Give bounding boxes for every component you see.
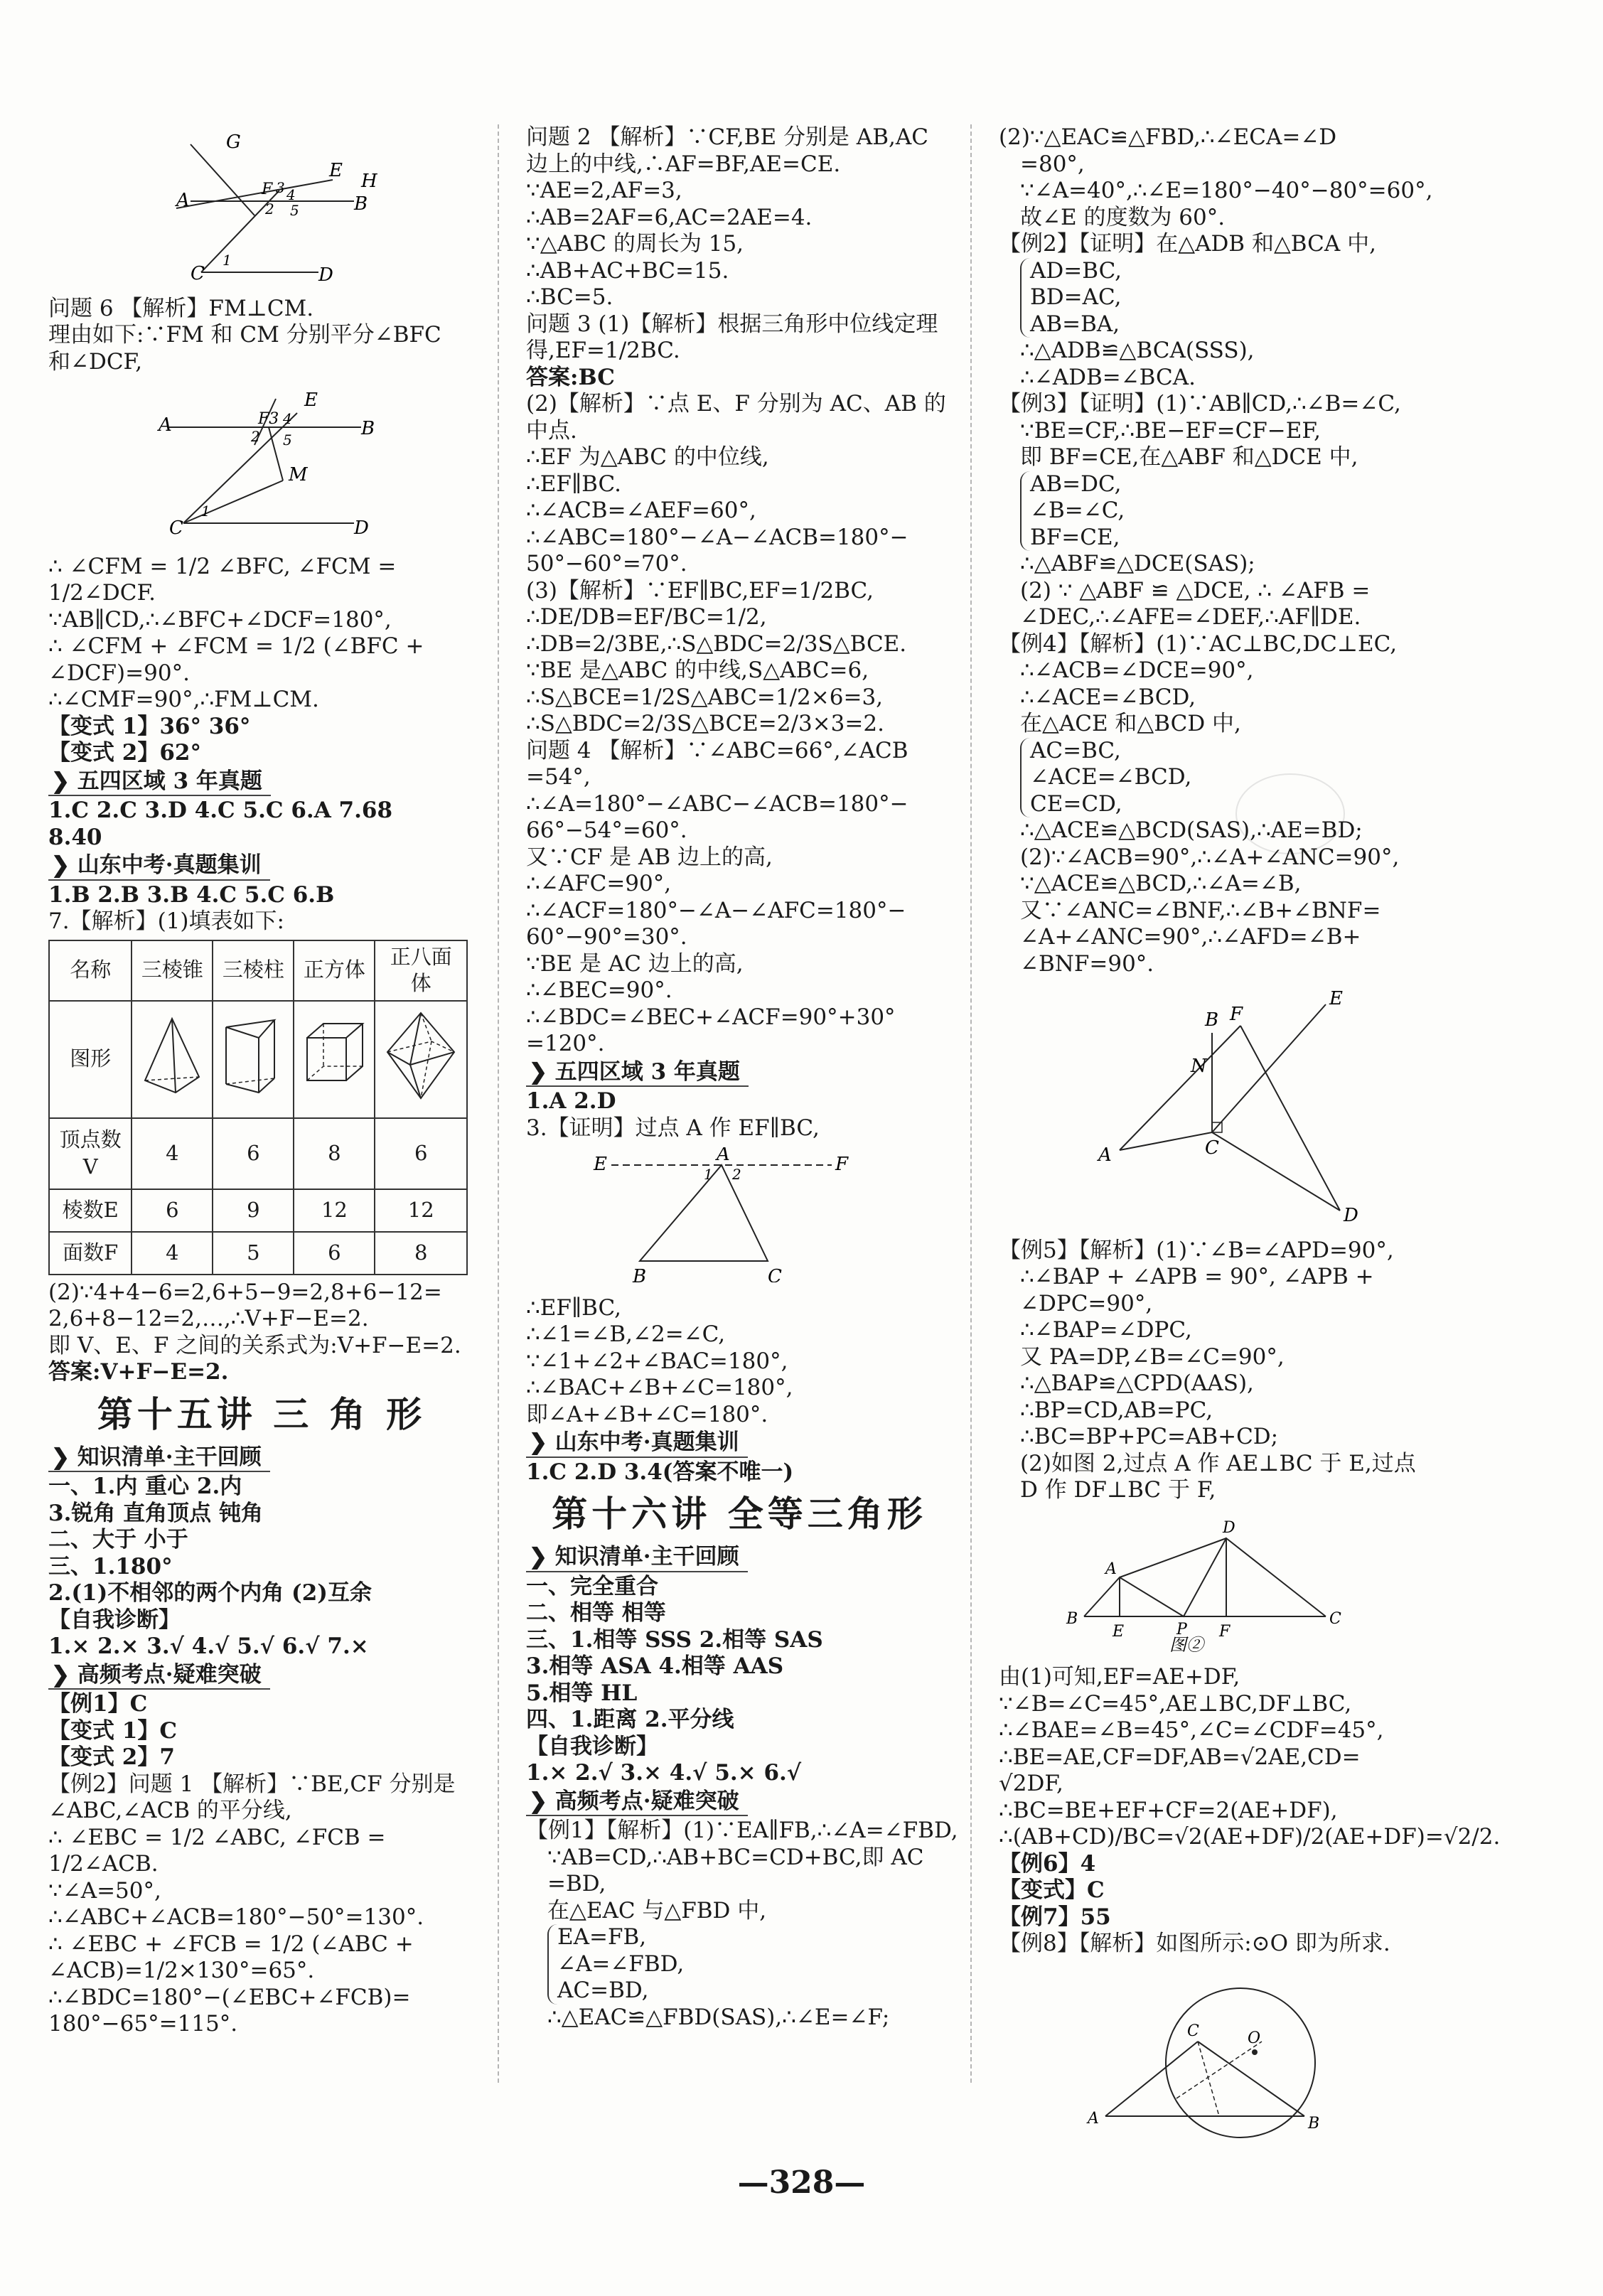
text-line: (2)∵∠ACB=90°,∴∠A+∠ANC=90°, xyxy=(1020,844,1400,870)
text-line: ∠DPC=90°, xyxy=(1020,1290,1153,1316)
text-line: 【变式 1】C xyxy=(48,1717,178,1744)
text-line: 【变式】C xyxy=(999,1877,1105,1903)
text-line: ∴∠CMF=90°,∴FM⊥CM. xyxy=(48,687,319,712)
table-cell: 12 xyxy=(294,1189,375,1232)
svg-text:2: 2 xyxy=(265,200,274,218)
svg-text:F: F xyxy=(835,1154,849,1175)
text-line: 【例1】C xyxy=(48,1691,148,1717)
lecture-title: 第十六讲 全等三角形 xyxy=(552,1493,927,1535)
svg-text:B: B xyxy=(354,193,368,215)
svg-text:G: G xyxy=(226,132,241,153)
svg-text:4: 4 xyxy=(283,410,292,427)
text-line: ∴∠BAC+∠B+∠C=180°, xyxy=(526,1375,793,1400)
svg-text:E: E xyxy=(304,390,318,411)
text-line: ∴∠BAP + ∠APB = 90°, ∠APB + xyxy=(1020,1264,1374,1289)
text-line: ∴△ABF≌△DCE(SAS); xyxy=(1020,551,1255,576)
text-line: 180°−65°=115°. xyxy=(48,2011,238,2037)
text-line: 【例5】【解析】(1)∵∠B=∠APD=90°, xyxy=(999,1237,1394,1263)
text-line: 1/2∠ACB. xyxy=(48,1851,159,1877)
text-line: ∵∠1+∠2+∠BAC=180°, xyxy=(526,1348,788,1374)
answer-line: 1.C 2.D 3.4(答案不唯一) xyxy=(526,1459,794,1485)
table-cell: 12 xyxy=(375,1189,467,1232)
text-line: 问题 2 【解析】∵CF,BE 分别是 AB,AC xyxy=(526,124,928,150)
text-line: ∴ ∠CFM + ∠FCM = 1/2 (∠BFC + xyxy=(48,633,424,659)
svg-text:1: 1 xyxy=(201,503,210,520)
text-line: ∴∠1=∠B,∠2=∠C, xyxy=(526,1321,726,1347)
text-line: ∠B=∠C, xyxy=(1030,498,1125,523)
column-3 xyxy=(999,124,1501,2153)
text-line: ∴DE/DB=EF/BC=1/2, xyxy=(526,604,767,630)
svg-text:B: B xyxy=(633,1266,647,1282)
text-line: ∴ ∠EBC = 1/2 ∠ABC, ∠FCB = xyxy=(48,1824,386,1850)
text-line: 问题 4 【解析】∵∠ABC=66°,∠ACB xyxy=(526,737,908,763)
text-line: ∠DEC,∴∠AFE=∠DEF,∴AF∥DE. xyxy=(1020,604,1361,630)
text-line: 【例2】【证明】在△ADB 和△BCA 中, xyxy=(999,231,1376,257)
text-line: D 作 DF⊥BC 于 F, xyxy=(1020,1477,1216,1503)
svg-text:E: E xyxy=(1113,1622,1125,1641)
column-1 xyxy=(48,124,475,2038)
text-line: ∵△ACE≌△BCD,∴∠A=∠B, xyxy=(1020,871,1302,896)
text-line: 60°−90°=30°. xyxy=(526,924,687,950)
table-cell: 面数F xyxy=(49,1232,132,1275)
text-line: 2,6+8−12=2,…,∴V+F−E=2. xyxy=(48,1306,369,1331)
svg-text:F: F xyxy=(1219,1622,1231,1641)
svg-text:E: E xyxy=(594,1154,607,1175)
text-line: ∴∠ACB=∠DCE=90°, xyxy=(1020,658,1254,683)
table-header: 名称 xyxy=(49,940,132,1001)
svg-text:A: A xyxy=(1098,1144,1112,1166)
text-line: ∴EF∥BC. xyxy=(526,471,622,497)
svg-text:2: 2 xyxy=(251,428,260,445)
text-line: ∴∠AFC=90°, xyxy=(526,871,672,896)
svg-text:C: C xyxy=(768,1266,782,1282)
table-cell: 图形 xyxy=(49,1001,132,1118)
text-line: ∴△BAP≌△CPD(AAS), xyxy=(1020,1370,1254,1396)
svg-text:1: 1 xyxy=(223,252,232,269)
text-line: ∴AB=2AF=6,AC=2AE=4. xyxy=(526,204,813,230)
text-line: 【例4】【解析】(1)∵AC⊥BC,DC⊥EC, xyxy=(999,631,1398,657)
text-line: 一、1.内 重心 2.内 xyxy=(48,1474,242,1499)
text-line: 1.× 2.× 3.√ 4.√ 5.√ 6.√ 7.× xyxy=(48,1634,369,1659)
text-line: 由(1)可知,EF=AE+DF, xyxy=(999,1664,1240,1690)
text-line: 答案:BC xyxy=(526,364,615,390)
text-line: 66°−54°=60°. xyxy=(526,817,687,843)
text-line: 又 PA=DP,∠B=∠C=90°, xyxy=(1020,1343,1285,1370)
text-line: ∵AE=2,AF=3, xyxy=(526,178,682,203)
text-line: 理由如下:∵FM 和 CM 分别平分∠BFC xyxy=(48,322,441,348)
text-line: 四、1.距离 2.平分线 xyxy=(526,1707,734,1732)
text-line: 3.锐角 直角顶点 钝角 xyxy=(48,1500,263,1526)
section-header: ❯ 知识清单·主干回顾 xyxy=(48,1444,270,1473)
text-line: AC=BC, xyxy=(1030,737,1121,763)
svg-text:N: N xyxy=(1191,1056,1207,1077)
text-line: AB=DC, xyxy=(1030,471,1122,497)
svg-text:3: 3 xyxy=(276,179,285,196)
section-header: ❯ 知识清单·主干回顾 xyxy=(526,1544,748,1572)
shape-octahedron xyxy=(375,1001,467,1118)
text-line: =54°, xyxy=(526,764,591,790)
text-line: 故∠E 的度数为 60°. xyxy=(1020,204,1226,230)
text-line: 1.× 2.√ 3.× 4.√ 5.× 6.√ xyxy=(526,1760,802,1786)
section-header: ❯ 高频考点·疑难突破 xyxy=(526,1788,748,1817)
svg-text:B: B xyxy=(1308,2114,1320,2133)
text-line: (2)如图 2,过点 A 作 AE⊥BC 于 E,过点 xyxy=(1020,1450,1416,1476)
text-line: 又∵CF 是 AB 边上的高, xyxy=(526,844,773,870)
svg-text:F: F xyxy=(262,181,273,198)
svg-text:4: 4 xyxy=(286,186,296,203)
text-line: 在△EAC 与△FBD 中, xyxy=(547,1897,767,1924)
section-header: ❯ 五四区域 3 年真题 xyxy=(48,768,271,797)
figure-2 xyxy=(999,1510,1397,1652)
table-cell: 8 xyxy=(375,1232,467,1275)
text-line: 又∵∠ANC=∠BNF,∴∠B+∠BNF= xyxy=(1020,897,1381,923)
text-line: CE=CD, xyxy=(1030,790,1122,817)
text-line: ∴BE=AE,CF=DF,AB=√2AE,CD= xyxy=(999,1744,1361,1770)
text-line: ∠ACE=∠BCD, xyxy=(1030,764,1192,790)
section-header: ❯ 山东中考·真题集训 xyxy=(526,1429,748,1458)
text-line: ∠ABC,∠ACB 的平分线, xyxy=(48,1798,292,1823)
column-divider xyxy=(498,124,499,2083)
text-line: ∴∠BDC=180°−(∠EBC+∠FCB)= xyxy=(48,1984,411,2010)
page-number: —328— xyxy=(737,2164,866,2201)
text-line: 即 V、E、F 之间的关系式为:V+F−E=2. xyxy=(48,1332,461,1358)
text-line: AC=BD, xyxy=(557,1978,649,2003)
text-line: 50°−60°=70°. xyxy=(526,551,687,576)
table-cell: 4 xyxy=(132,1118,213,1189)
text-line: √2DF, xyxy=(999,1771,1063,1796)
text-line: 【变式 2】7 xyxy=(48,1744,175,1770)
text-line: 边上的中线,∴AF=BF,AE=CE. xyxy=(526,151,841,177)
text-line: 5.相等 HL xyxy=(526,1680,638,1706)
text-line: ∵∠A=40°,∴∠E=180°−40°−80°=60°, xyxy=(1020,178,1433,203)
text-line: 【变式 2】62° xyxy=(48,740,202,766)
text-line: 得,EF=1/2BC. xyxy=(526,338,680,363)
text-line: ∴∠A=180°−∠ABC−∠ACB=180°− xyxy=(526,790,908,817)
svg-text:P: P xyxy=(1176,1620,1187,1638)
condition-brace xyxy=(547,1924,684,2005)
table-header: 三棱柱 xyxy=(213,940,294,1001)
svg-text:E: E xyxy=(1329,988,1343,1009)
svg-text:5: 5 xyxy=(290,202,299,219)
text-line: =80°, xyxy=(1020,151,1085,177)
text-line: =120°. xyxy=(526,1031,605,1056)
text-line: ∴△EAC≌△FBD(SAS),∴∠E=∠F; xyxy=(547,2004,890,2030)
svg-text:5: 5 xyxy=(283,431,292,449)
text-line: ∴∠BEC=90°. xyxy=(526,977,672,1003)
text-line: 即∠A+∠B+∠C=180°. xyxy=(526,1401,768,1427)
text-line: 【例6】4 xyxy=(999,1850,1096,1877)
table-cell: 6 xyxy=(132,1189,213,1232)
text-line: ∠A=∠FBD, xyxy=(557,1951,685,1977)
svg-text:1: 1 xyxy=(704,1166,713,1183)
text-line: ∴△ADB≌△BCA(SSS), xyxy=(1020,338,1255,363)
table-header: 正八面体 xyxy=(375,940,467,1001)
text-line: ∴∠ABC=180°−∠A−∠ACB=180°− xyxy=(526,524,908,550)
table-cell: 9 xyxy=(213,1189,294,1232)
text-line: AD=BC, xyxy=(1030,257,1122,284)
figure-caption: 图② xyxy=(1169,1634,1203,1652)
svg-text:C: C xyxy=(191,263,205,283)
text-line: EA=FB, xyxy=(557,1924,647,1950)
text-line: 即 BF=CE,在△ABF 和△DCE 中, xyxy=(1020,444,1358,470)
text-line: (2)∵4+4−6=2,6+5−9=2,8+6−12= xyxy=(48,1279,442,1305)
answer-line: 1.B 2.B 3.B 4.C 5.C 6.B xyxy=(48,881,335,908)
condition-brace xyxy=(1020,258,1122,338)
section-header: ❯ 山东中考·真题集训 xyxy=(48,852,270,881)
svg-text:C: C xyxy=(1187,2022,1199,2040)
table-header: 三棱锥 xyxy=(132,940,213,1001)
text-line: 3.【证明】过点 A 作 EF∥BC, xyxy=(526,1115,820,1141)
text-line: 7.【解析】(1)填表如下: xyxy=(48,908,284,934)
svg-text:E: E xyxy=(329,160,343,181)
text-line: (2) ∵ △ABF ≌ △DCE, ∴ ∠AFB = xyxy=(1020,577,1371,603)
svg-text:F: F xyxy=(1230,1004,1243,1025)
text-line: (3)【解析】∵EF∥BC,EF=1/2BC, xyxy=(526,577,874,603)
svg-text:B: B xyxy=(361,418,375,439)
text-line: ∵△ABC 的周长为 15, xyxy=(526,231,744,257)
svg-text:A: A xyxy=(159,414,172,436)
figure-ex4-triangles xyxy=(999,983,1397,1225)
figure-parallel-lines-2 xyxy=(48,381,418,541)
text-line: 中点. xyxy=(526,417,577,444)
table-cell: 棱数E xyxy=(49,1189,132,1232)
text-line: 二、大于 小于 xyxy=(48,1527,188,1552)
column-2 xyxy=(526,124,958,2031)
svg-text:O: O xyxy=(1248,2029,1261,2047)
text-line: ∵AB=CD,∴AB+BC=CD+BC,即 AC xyxy=(547,1844,924,1870)
svg-text:A: A xyxy=(1105,1560,1117,1578)
svg-text:C: C xyxy=(1329,1609,1341,1628)
text-line: ∴EF∥BC, xyxy=(526,1294,622,1321)
text-line: ∴BP=CD,AB=PC, xyxy=(1020,1397,1213,1423)
text-line: ∴EF 为△ABC 的中位线, xyxy=(526,444,769,470)
text-line: 【例3】【证明】(1)∵AB∥CD,∴∠B=∠C, xyxy=(999,391,1401,417)
answer-line: 1.A 2.D xyxy=(526,1088,616,1114)
text-line: ∴DB=2/3BE,∴S△BDC=2/3S△BCE. xyxy=(526,631,907,657)
condition-brace xyxy=(1020,471,1125,552)
text-line: ∴BC=5. xyxy=(526,284,613,310)
figure-circle-construction xyxy=(999,1963,1397,2141)
text-line: 【自我诊断】 xyxy=(526,1733,658,1759)
text-line: 3.相等 ASA 4.相等 AAS xyxy=(526,1653,784,1679)
svg-text:A: A xyxy=(717,1147,730,1165)
text-line: ∵BE 是 AC 边上的高, xyxy=(526,950,744,977)
text-line: ∴∠BAP=∠DPC, xyxy=(1020,1317,1192,1343)
table-cell: 6 xyxy=(294,1232,375,1275)
svg-text:2: 2 xyxy=(732,1166,741,1183)
table-cell: 6 xyxy=(213,1118,294,1189)
text-line: =BD, xyxy=(547,1871,606,1897)
text-line: AB=BA, xyxy=(1030,311,1120,337)
text-line: ∵BE=CF,∴BE−EF=CF−EF, xyxy=(1020,417,1321,444)
svg-text:A: A xyxy=(176,190,190,211)
text-line: ∠DCF)=90°. xyxy=(48,660,190,686)
text-line: 2.(1)不相邻的两个内角 (2)互余 xyxy=(48,1580,372,1606)
text-line: ∠A+∠ANC=90°,∴∠AFD=∠B+ xyxy=(1020,924,1361,950)
text-line: ∴∠ACB=∠AEF=60°, xyxy=(526,498,756,523)
shape-cube xyxy=(294,1001,375,1118)
text-line: ∴∠BAE=∠B=45°,∠C=∠CDF=45°, xyxy=(999,1717,1384,1743)
text-line: ∴(AB+CD)/BC=√2(AE+DF)/2(AE+DF)=√2/2. xyxy=(999,1824,1501,1850)
svg-text:C: C xyxy=(1205,1137,1219,1159)
text-line: 答案:V+F−E=2. xyxy=(48,1359,229,1385)
text-line: 【例7】55 xyxy=(999,1904,1111,1930)
text-line: ∴ ∠CFM = 1/2 ∠BFC, ∠FCM = xyxy=(48,553,397,579)
table-cell: 5 xyxy=(213,1232,294,1275)
text-line: ∴△ACE≌△BCD(SAS),∴AE=BD; xyxy=(1020,817,1363,843)
svg-text:C: C xyxy=(169,517,183,539)
answer-line: 8.40 xyxy=(48,824,102,850)
table-cell: 6 xyxy=(375,1118,467,1189)
text-line: 二、相等 相等 xyxy=(526,1600,666,1626)
text-line: ∵AB∥CD,∴∠BFC+∠DCF=180°, xyxy=(48,606,392,633)
text-line: 三、1.相等 SSS 2.相等 SAS xyxy=(526,1626,823,1653)
svg-text:H: H xyxy=(361,171,377,192)
text-line: ∵BE 是△ABC 的中线,S△ABC=6, xyxy=(526,658,869,683)
text-line: ∴S△BCE=1/2S△ABC=1/2×6=3, xyxy=(526,684,884,710)
svg-text:D: D xyxy=(1223,1518,1235,1537)
text-line: 三、1.180° xyxy=(48,1553,173,1579)
section-header: ❯ 高频考点·疑难突破 xyxy=(48,1662,270,1690)
text-line: ∴BC=BE+EF+CF=2(AE+DF), xyxy=(999,1797,1338,1823)
svg-text:D: D xyxy=(318,264,333,283)
svg-text:D: D xyxy=(1344,1205,1358,1225)
text-line: ∴∠ACE=∠BCD, xyxy=(1020,684,1196,710)
svg-text:B: B xyxy=(1205,1009,1219,1031)
table-header: 正方体 xyxy=(294,940,375,1001)
text-line: 1/2∠DCF. xyxy=(48,580,156,606)
table-cell: 4 xyxy=(132,1232,213,1275)
text-line: ∴∠ADB=∠BCA. xyxy=(1020,364,1196,390)
shape-triangular-prism xyxy=(213,1001,294,1118)
text-line: BF=CE, xyxy=(1030,524,1120,550)
lecture-title: 第十五讲 三 角 形 xyxy=(97,1393,427,1435)
table-cell: 顶点数V xyxy=(49,1118,132,1189)
text-line: ∠BNF=90°. xyxy=(1020,950,1154,977)
text-line: (2)∵△EAC≌△FBD,∴∠ECA=∠D xyxy=(999,124,1337,150)
figure-triangle-parallel xyxy=(526,1147,896,1282)
condition-brace xyxy=(1020,738,1191,818)
svg-text:M: M xyxy=(289,464,308,486)
text-line: ∴AB+AC+BC=15. xyxy=(526,257,729,284)
text-line: 在△ACE 和△BCD 中, xyxy=(1020,711,1241,736)
text-line: (2)【解析】∵点 E、F 分别为 AC、AB 的 xyxy=(526,391,946,417)
text-line: 问题 3 (1)【解析】根据三角形中位线定理 xyxy=(526,311,938,337)
text-line: 【例2】问题 1 【解析】∵BE,CF 分别是 xyxy=(48,1771,456,1797)
svg-text:A: A xyxy=(1088,2109,1099,2128)
answer-line: 1.C 2.C 3.D 4.C 5.C 6.A 7.68 xyxy=(48,798,393,823)
shape-tetrahedron xyxy=(132,1001,213,1118)
text-line: ∴∠ABC+∠ACB=180°−50°=130°. xyxy=(48,1904,424,1930)
text-line: 【例1】【解析】(1)∵EA∥FB,∴∠A=∠FBD, xyxy=(526,1818,958,1843)
text-line: ∠ACB)=1/2×130°=65°. xyxy=(48,1958,315,1983)
text-line: ∴S△BDC=2/3S△BCE=2/3×3=2. xyxy=(526,711,884,736)
svg-text:B: B xyxy=(1066,1609,1078,1628)
text-line: ∵∠B=∠C=45°,AE⊥BC,DF⊥BC, xyxy=(999,1690,1352,1717)
polyhedron-table xyxy=(48,940,468,1275)
text-line: 和∠DCF, xyxy=(48,348,143,375)
text-line: ∵∠A=50°, xyxy=(48,1877,161,1904)
text-line: 【变式 1】36° 36° xyxy=(48,713,251,739)
text-line: ∴∠BDC=∠BEC+∠ACF=90°+30° xyxy=(526,1004,896,1030)
section-header: ❯ 五四区域 3 年真题 xyxy=(526,1059,749,1088)
text-line: ∴∠ACF=180°−∠A−∠AFC=180°− xyxy=(526,897,906,923)
figure-parallel-lines-1 xyxy=(48,130,418,283)
svg-text:D: D xyxy=(354,517,369,539)
text-line: ∴ ∠EBC + ∠FCB = 1/2 (∠ABC + xyxy=(48,1931,414,1957)
table-cell: 8 xyxy=(294,1118,375,1189)
column-divider xyxy=(970,124,972,2083)
svg-text:F3: F3 xyxy=(258,410,279,428)
text-line: 【例8】【解析】如图所示:⊙O 即为所求. xyxy=(999,1931,1390,1956)
text-line: BD=AC, xyxy=(1030,284,1122,310)
text-line: 问题 6 【解析】FM⊥CM. xyxy=(48,295,314,321)
text-line: 【自我诊断】 xyxy=(48,1606,181,1633)
text-line: 一、完全重合 xyxy=(526,1573,658,1599)
text-line: ∴BC=BP+PC=AB+CD; xyxy=(1020,1424,1279,1449)
